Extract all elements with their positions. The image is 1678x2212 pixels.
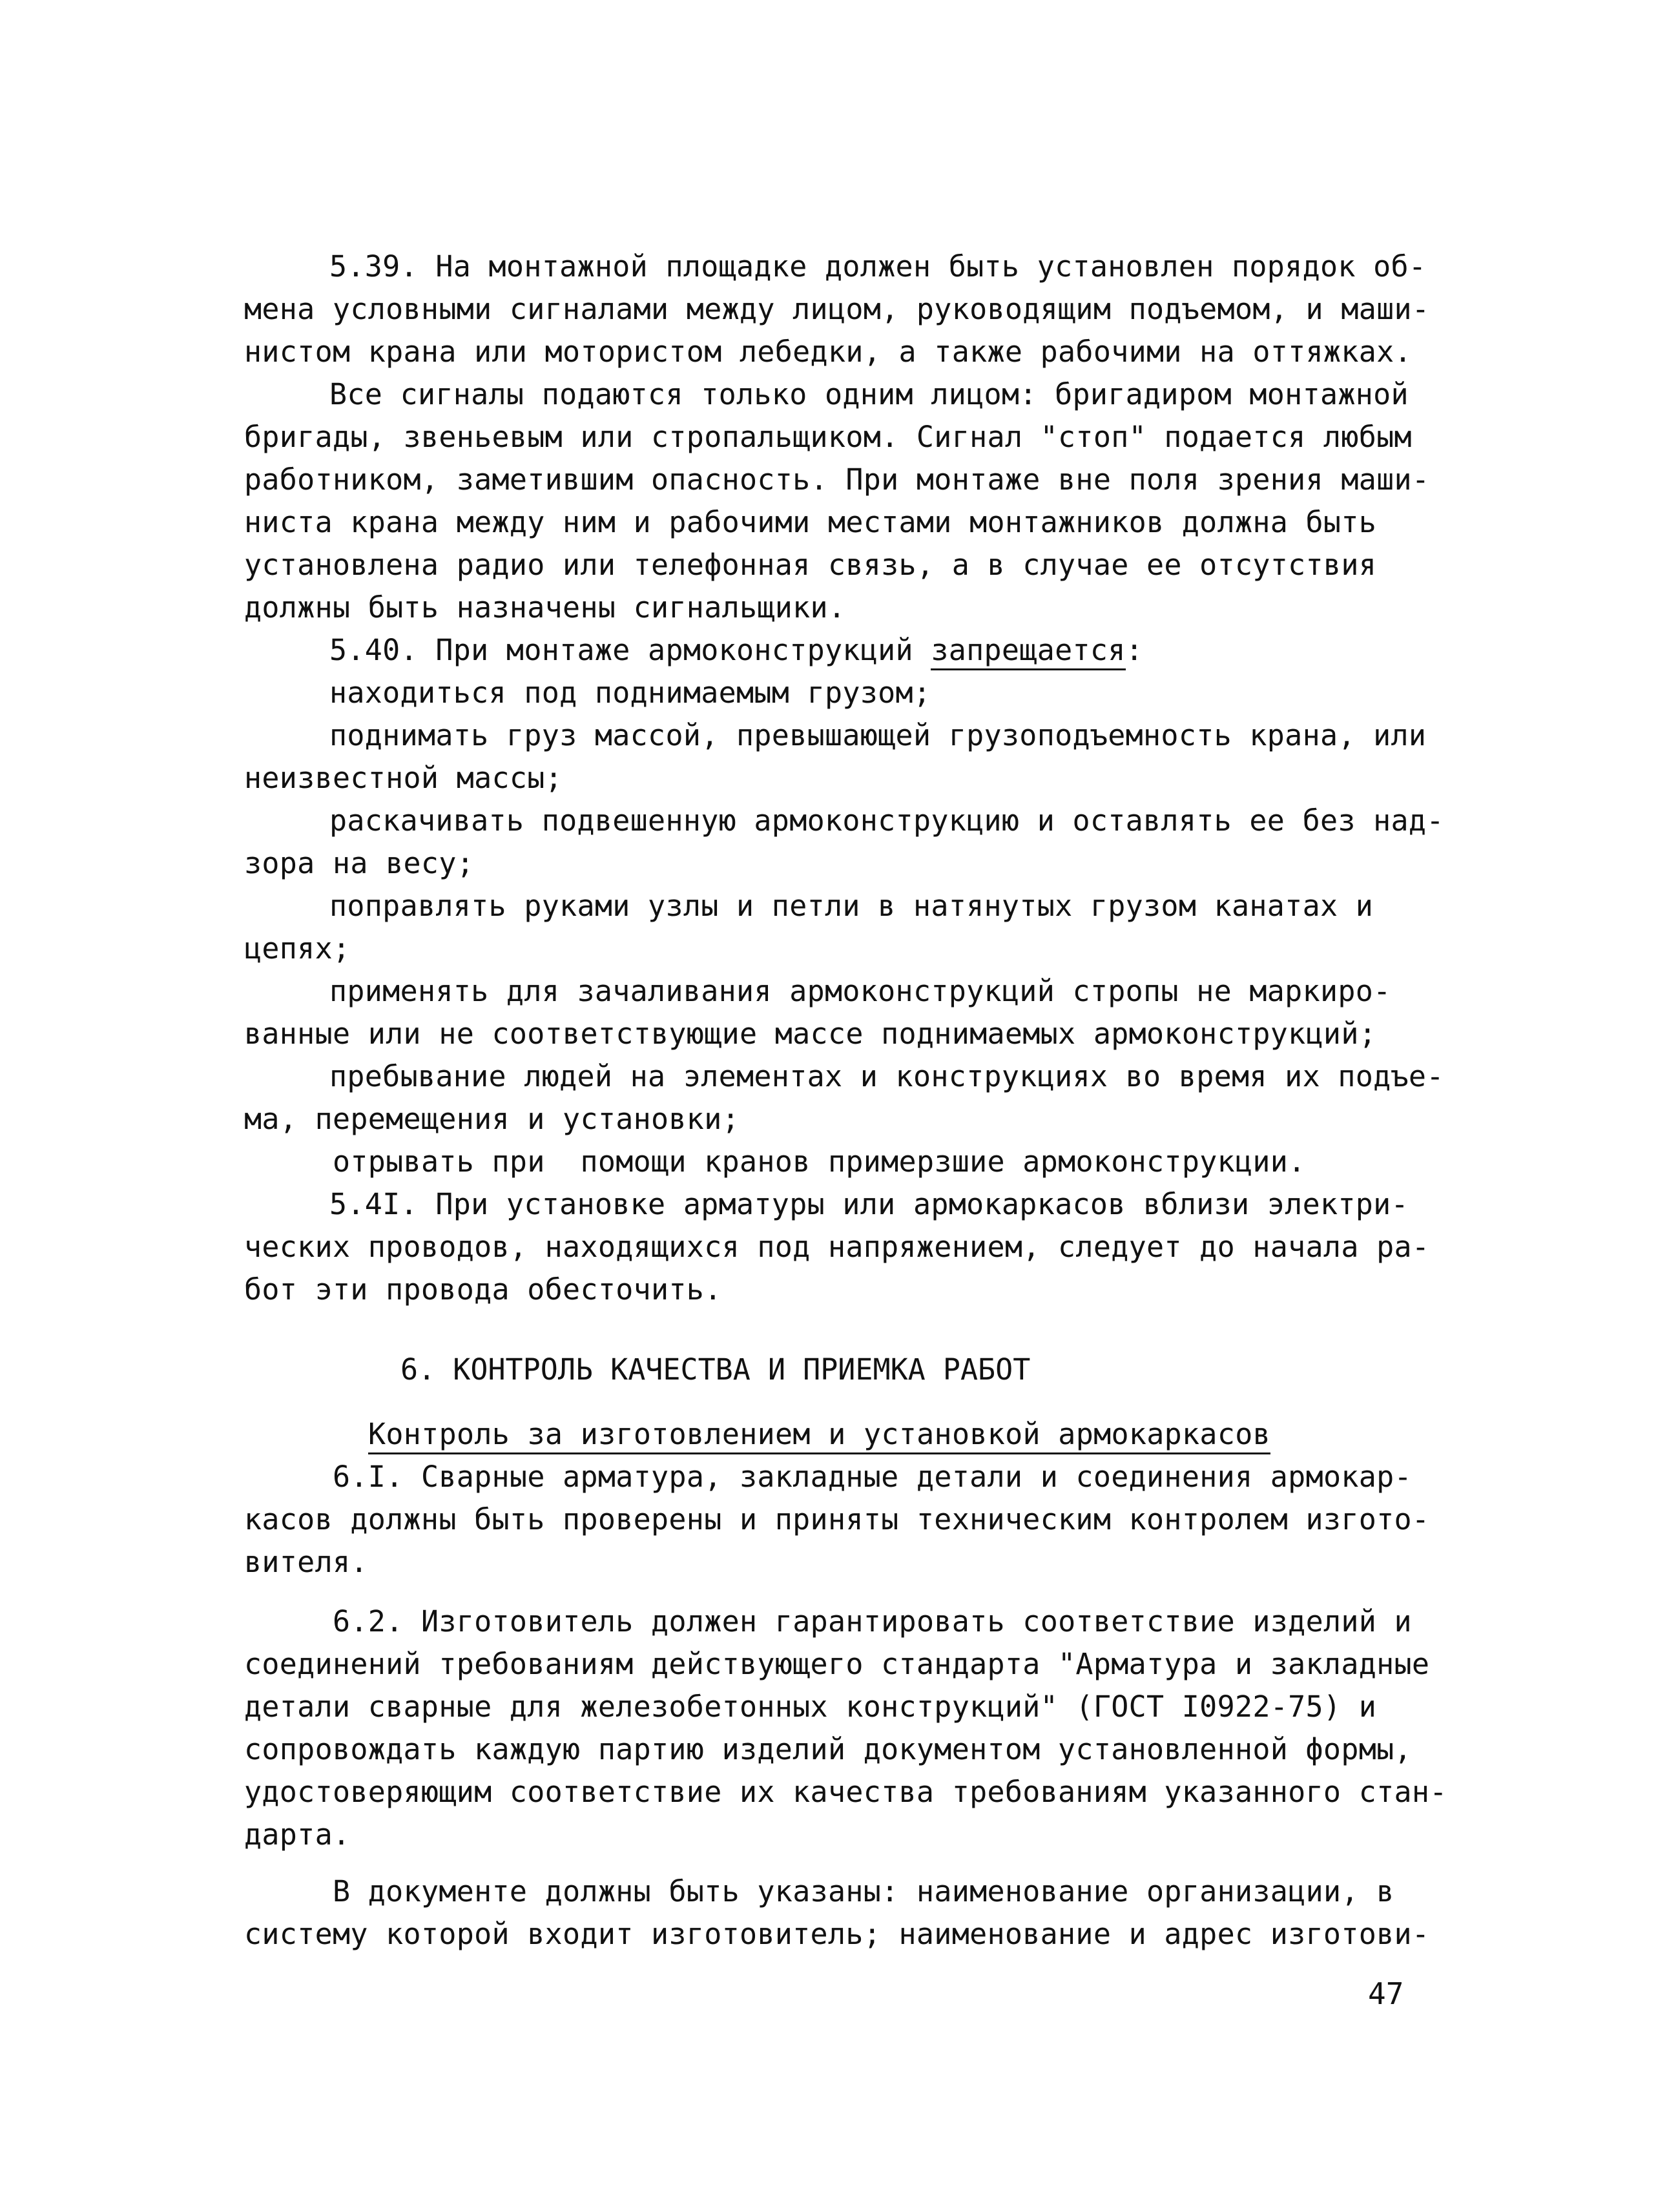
paragraph-5-39-signals-line: Все сигналы подаются только одним лицом: бригадиром монтажной [329,377,1409,411]
colon: : [1125,633,1144,667]
forbidden-item: применять для зачаливания армоконструкций стропы не маркиро- [329,974,1391,1008]
paragraph-6-1-line: касов должны быть проверены и приняты техническим контролем изгото- [244,1502,1430,1536]
page-number: 47 [1368,1976,1404,2011]
paragraph-5-39-signals-line: бригады, звеньевым или стропальщиком. Сигнал "стоп" подается любым [244,420,1412,454]
forbidden-item: неизвестной массы; [244,761,563,795]
forbidden-item: ванные или не соответствующие массе поднимаемых армоконструкций; [244,1017,1377,1051]
forbidden-item: раскачивать подвешенную армоконструкцию и оставлять ее без над- [329,803,1444,838]
forbidden-item: цепях; [244,931,351,966]
section-6-subtitle-row [368,1413,1270,1456]
forbidden-item: зора на весу; [244,846,475,880]
paragraph-5-41-line: бот эти провода обесточить. [244,1272,722,1307]
paragraph-5-39-signals-line: работником, заметившим опасность. При монтаже вне поля зрения маши- [244,462,1430,497]
forbidden-item: пребывание людей на элементах и конструкциях во время их подъе- [329,1059,1444,1093]
paragraph-5-39-line: мена условными сигналами между лицом, руководящим подъемом, и маши- [244,292,1430,326]
section-6-subtitle: Контроль за изготовлением и установкой армокаркасов [368,1417,1270,1454]
section-6-title: 6. КОНТРОЛЬ КАЧЕСТВА И ПРИЕМКА РАБОТ [400,1352,1031,1387]
paragraph-5-39-line: нистом крана или мотористом лебедки, а также рабочими на оттяжках. [244,335,1412,369]
paragraph-5-39-signals-line: ниста крана между ним и рабочими местами монтажников должна быть [244,505,1377,539]
paragraph-5-39-signals-line: должны быть назначены сигнальщики. [244,590,846,625]
forbidden-item: отрывать при помощи кранов примерзшие армоконструкции. [333,1144,1306,1179]
paragraph-5-40-intro: 5.40. При монтаже армоконструкций [329,633,931,667]
paragraph-5-41-line: 5.4I. При установке арматуры или армокаркасов вблизи электри- [329,1187,1409,1221]
forbidden-item: поправлять руками узлы и петли в натянутых грузом канатах и [329,889,1374,923]
paragraph-6-2-line: соединений требованиям действующего стандарта "Арматура и закладные [244,1647,1430,1681]
paragraph-6-2-line: удостоверяющим соответствие их качества требованиям указанного стан- [244,1775,1447,1809]
paragraph-6-1-line: 6.I. Сварные арматура, закладные детали и соединения армокар- [333,1460,1412,1494]
paragraph-6-2-line: детали сварные для железобетонных конструкций" (ГОСТ I0922-75) и [244,1690,1377,1724]
paragraph-6-2-line: 6.2. Изготовитель должен гарантировать соответствие изделий и [333,1604,1412,1638]
paragraph-6-2-line: сопровождать каждую партию изделий документом установленной формы, [244,1732,1412,1766]
forbidden-item: поднимать груз массой, превышающей грузоподъемность крана, или [329,718,1427,752]
paragraph-5-39-signals-line: установлена радио или телефонная связь, а в случае ее отсутствия [244,548,1377,582]
forbidden-underlined: запрещается [931,633,1125,670]
paragraph-6-2-line: дарта. [244,1817,351,1852]
forbidden-item: находиться под поднимаемым грузом; [329,676,931,710]
paragraph-6-2-document-line: В документе должны быть указаны: наименование организации, в [333,1874,1394,1908]
paragraph-5-40-heading [329,629,1143,672]
paragraph-5-41-line: ческих проводов, находящихся под напряжением, следует до начала ра- [244,1230,1430,1264]
paragraph-6-1-line: вителя. [244,1545,368,1579]
paragraph-6-2-document-line: систему которой входит изготовитель; наименование и адрес изготови- [244,1917,1430,1951]
paragraph-5-39-line: 5.39. На монтажной площадке должен быть установлен порядок об- [329,249,1427,284]
forbidden-item: ма, перемещения и установки; [244,1102,740,1136]
